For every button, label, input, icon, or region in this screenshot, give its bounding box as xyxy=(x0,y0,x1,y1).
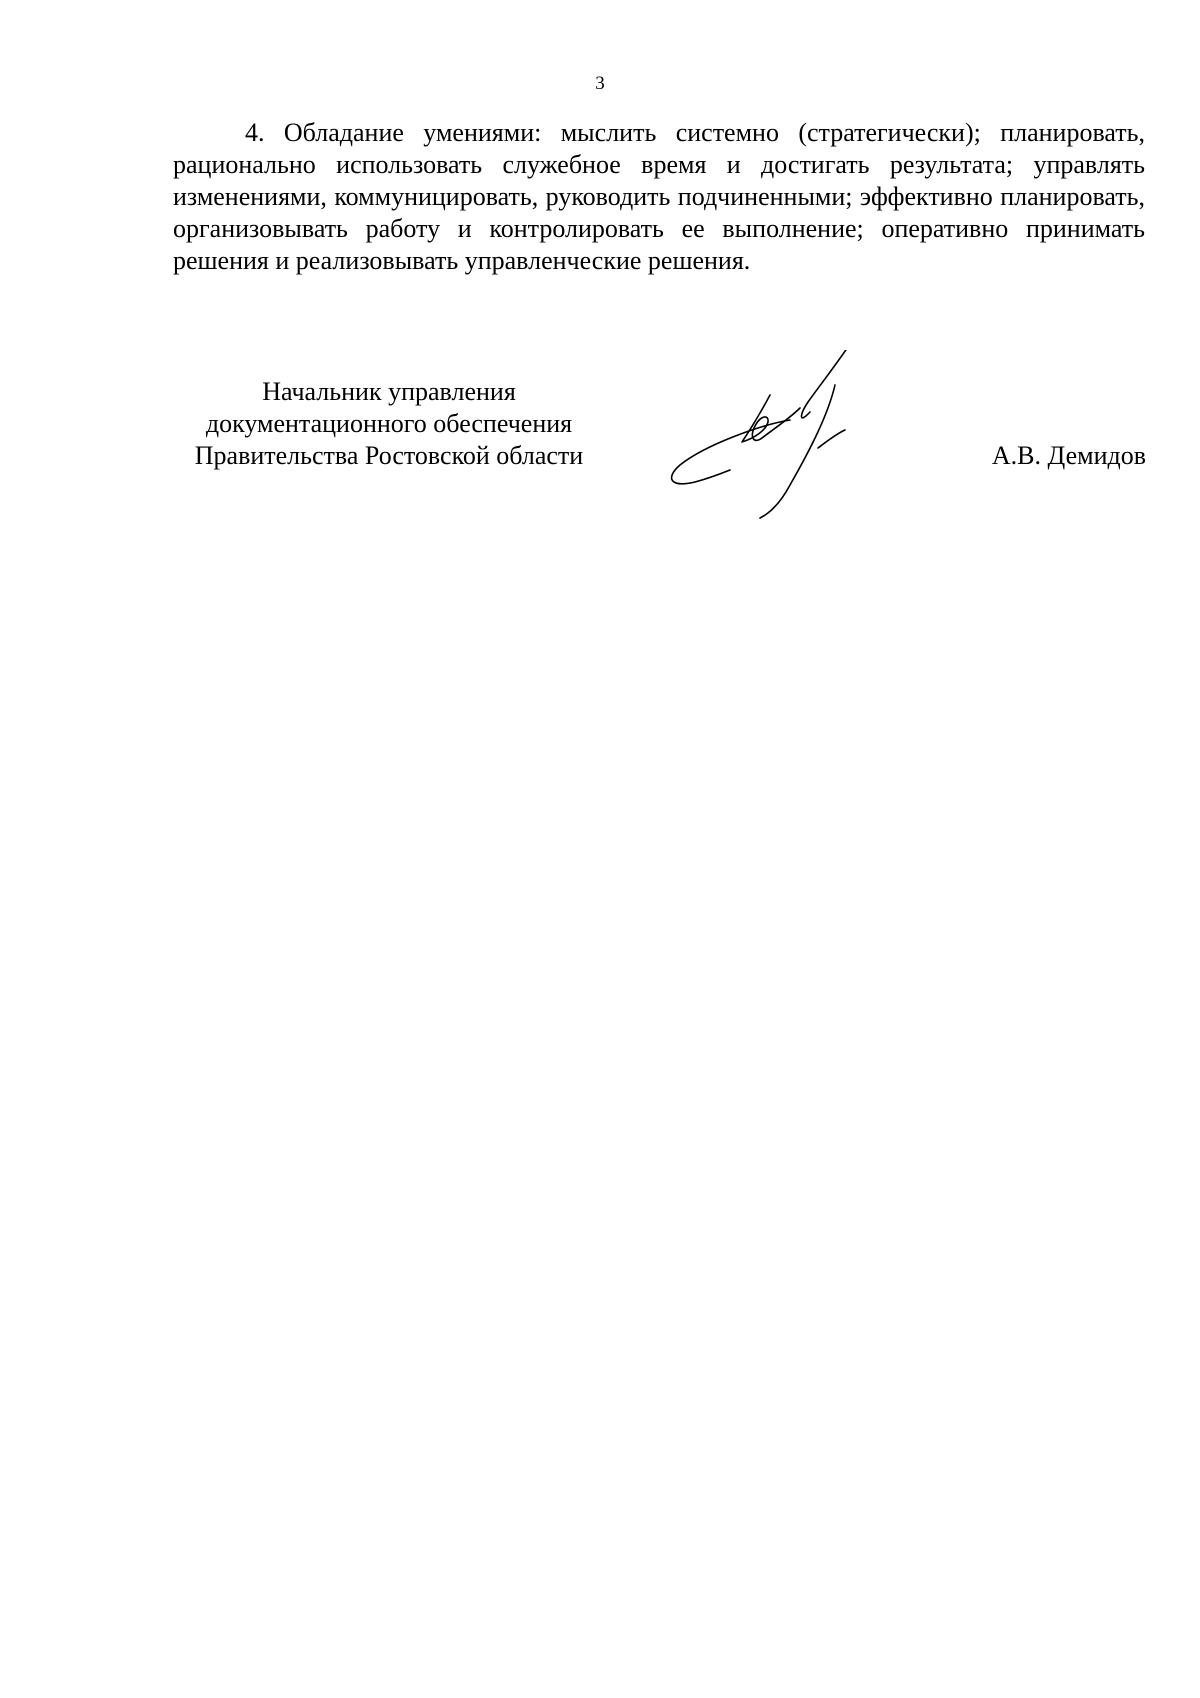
signature-stroke-flick xyxy=(818,430,845,448)
position-line-2: документационного обеспечения xyxy=(205,409,573,438)
handwritten-signature-icon xyxy=(650,350,950,520)
position-line-3: Правительства Ростовской области xyxy=(194,441,584,470)
signer-name: А.В. Демидов xyxy=(991,441,1146,470)
signature-stroke-diagonal xyxy=(802,350,859,418)
page-number: 3 xyxy=(595,73,605,94)
signer-position xyxy=(172,376,606,472)
paragraph-skills xyxy=(173,117,1145,277)
position-line-1: Начальник управления xyxy=(262,377,516,406)
signature-stroke-descender xyxy=(760,385,835,518)
paragraph-text: 4. Обладание умениями: мыслить системно (стратегически); планировать, рационально использовать служебное время и достигать результата; управлять изменениями, коммуницировать, руководить подчиненными; эффективно планировать, организовывать работу и контролировать ее выполнение; оперативно принимать решения и реализовывать управленческие решения. xyxy=(173,118,1145,275)
